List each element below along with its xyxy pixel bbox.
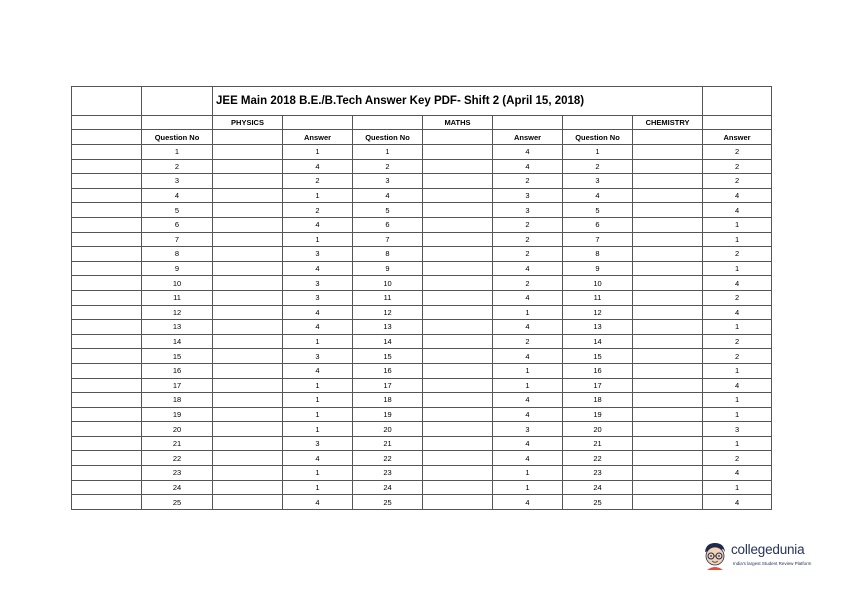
table-row	[72, 334, 772, 349]
maths-question-no: 7	[353, 232, 423, 247]
maths-question-no: 10	[353, 276, 423, 291]
physics-question-no: 3	[142, 174, 213, 189]
maths-question-no: 1	[353, 145, 423, 160]
physics-question-no: 18	[142, 393, 213, 408]
physics-label: PHYSICS	[213, 116, 283, 130]
maths-question-no: 8	[353, 247, 423, 262]
subject-row	[72, 116, 772, 130]
physics-answer: 3	[283, 349, 353, 364]
table-row	[72, 290, 772, 305]
chemistry-answer: 2	[703, 349, 772, 364]
physics-answer-header: Answer	[283, 130, 353, 145]
chemistry-question-no: 18	[563, 393, 633, 408]
table-row	[72, 393, 772, 408]
maths-question-no: 21	[353, 436, 423, 451]
maths-answer: 4	[493, 349, 563, 364]
maths-answer: 1	[493, 378, 563, 393]
maths-answer-header: Answer	[493, 130, 563, 145]
chemistry-question-no: 4	[563, 188, 633, 203]
chemistry-question-no: 13	[563, 320, 633, 335]
chemistry-question-no-header: Question No	[563, 130, 633, 145]
answer-key-table	[71, 86, 772, 510]
table-row	[72, 451, 772, 466]
chemistry-answer: 1	[703, 436, 772, 451]
table-row	[72, 349, 772, 364]
maths-question-no-header: Question No	[353, 130, 423, 145]
chemistry-question-no: 19	[563, 407, 633, 422]
chemistry-question-no: 6	[563, 217, 633, 232]
physics-question-no: 11	[142, 290, 213, 305]
maths-answer: 2	[493, 232, 563, 247]
chemistry-question-no: 17	[563, 378, 633, 393]
maths-question-no: 13	[353, 320, 423, 335]
maths-question-no: 12	[353, 305, 423, 320]
physics-question-no: 5	[142, 203, 213, 218]
table-row	[72, 203, 772, 218]
column-header-row	[72, 130, 772, 145]
maths-answer: 3	[493, 188, 563, 203]
chemistry-answer: 1	[703, 393, 772, 408]
physics-question-no: 7	[142, 232, 213, 247]
table-row	[72, 159, 772, 174]
maths-question-no: 23	[353, 466, 423, 481]
physics-question-no: 9	[142, 261, 213, 276]
chemistry-answer: 2	[703, 290, 772, 305]
maths-question-no: 4	[353, 188, 423, 203]
physics-answer: 1	[283, 393, 353, 408]
maths-answer: 1	[493, 480, 563, 495]
chemistry-question-no: 25	[563, 495, 633, 510]
chemistry-answer: 4	[703, 305, 772, 320]
chemistry-answer: 4	[703, 466, 772, 481]
chemistry-question-no: 22	[563, 451, 633, 466]
table-row	[72, 276, 772, 291]
maths-answer: 1	[493, 363, 563, 378]
physics-answer: 4	[283, 305, 353, 320]
chemistry-answer: 1	[703, 407, 772, 422]
physics-answer: 1	[283, 480, 353, 495]
maths-question-no: 14	[353, 334, 423, 349]
maths-question-no: 20	[353, 422, 423, 437]
physics-answer: 4	[283, 451, 353, 466]
physics-question-no: 13	[142, 320, 213, 335]
physics-question-no: 22	[142, 451, 213, 466]
table-row	[72, 261, 772, 276]
table-row	[72, 188, 772, 203]
physics-answer: 1	[283, 378, 353, 393]
physics-answer: 4	[283, 159, 353, 174]
table-row	[72, 305, 772, 320]
maths-answer: 4	[493, 436, 563, 451]
physics-answer: 3	[283, 247, 353, 262]
chemistry-question-no: 7	[563, 232, 633, 247]
maths-answer: 4	[493, 320, 563, 335]
maths-question-no: 3	[353, 174, 423, 189]
maths-answer: 3	[493, 203, 563, 218]
physics-answer: 4	[283, 363, 353, 378]
maths-question-no: 24	[353, 480, 423, 495]
chemistry-question-no: 16	[563, 363, 633, 378]
chemistry-question-no: 1	[563, 145, 633, 160]
chemistry-answer: 1	[703, 232, 772, 247]
chemistry-answer: 4	[703, 495, 772, 510]
chemistry-question-no: 20	[563, 422, 633, 437]
logo-wordmark: collegedunia	[731, 542, 805, 557]
maths-answer: 4	[493, 495, 563, 510]
maths-label: MATHS	[423, 116, 493, 130]
maths-question-no: 18	[353, 393, 423, 408]
chemistry-question-no: 24	[563, 480, 633, 495]
physics-answer: 1	[283, 422, 353, 437]
physics-question-no: 21	[142, 436, 213, 451]
maths-answer: 2	[493, 174, 563, 189]
chemistry-label: CHEMISTRY	[633, 116, 703, 130]
table-row	[72, 145, 772, 160]
physics-question-no: 25	[142, 495, 213, 510]
chemistry-answer-header: Answer	[703, 130, 772, 145]
chemistry-answer: 2	[703, 174, 772, 189]
maths-answer: 2	[493, 334, 563, 349]
maths-answer: 1	[493, 466, 563, 481]
maths-answer: 4	[493, 159, 563, 174]
physics-answer: 1	[283, 407, 353, 422]
chemistry-answer: 2	[703, 145, 772, 160]
maths-question-no: 11	[353, 290, 423, 305]
physics-question-no: 16	[142, 363, 213, 378]
physics-question-no: 6	[142, 217, 213, 232]
physics-answer: 1	[283, 188, 353, 203]
logo-tagline: India's largest Student Review Platform	[733, 561, 812, 566]
table-row	[72, 320, 772, 335]
table-row	[72, 407, 772, 422]
maths-answer: 4	[493, 451, 563, 466]
physics-question-no: 23	[142, 466, 213, 481]
title-row	[72, 87, 772, 116]
physics-question-no: 20	[142, 422, 213, 437]
physics-question-no: 14	[142, 334, 213, 349]
physics-question-no: 4	[142, 188, 213, 203]
maths-answer: 3	[493, 422, 563, 437]
chemistry-answer: 2	[703, 247, 772, 262]
maths-answer: 4	[493, 290, 563, 305]
page-title: JEE Main 2018 B.E./B.Tech Answer Key PDF- Shift 2 (April 15, 2018)	[213, 87, 703, 116]
chemistry-question-no: 11	[563, 290, 633, 305]
physics-answer: 3	[283, 276, 353, 291]
chemistry-answer: 1	[703, 363, 772, 378]
table-row	[72, 174, 772, 189]
maths-question-no: 5	[353, 203, 423, 218]
maths-answer: 2	[493, 247, 563, 262]
physics-question-no: 8	[142, 247, 213, 262]
table-row	[72, 422, 772, 437]
table-row	[72, 378, 772, 393]
chemistry-answer: 1	[703, 320, 772, 335]
table-row	[72, 232, 772, 247]
maths-question-no: 2	[353, 159, 423, 174]
chemistry-answer: 3	[703, 422, 772, 437]
maths-question-no: 22	[353, 451, 423, 466]
table-row	[72, 466, 772, 481]
chemistry-question-no: 23	[563, 466, 633, 481]
physics-answer: 3	[283, 436, 353, 451]
physics-answer: 4	[283, 495, 353, 510]
physics-question-no: 15	[142, 349, 213, 364]
chemistry-question-no: 2	[563, 159, 633, 174]
chemistry-question-no: 15	[563, 349, 633, 364]
physics-question-no: 24	[142, 480, 213, 495]
maths-answer: 4	[493, 261, 563, 276]
maths-question-no: 25	[353, 495, 423, 510]
chemistry-question-no: 12	[563, 305, 633, 320]
physics-answer: 1	[283, 466, 353, 481]
physics-answer: 4	[283, 320, 353, 335]
table-row	[72, 247, 772, 262]
physics-answer: 1	[283, 145, 353, 160]
chemistry-answer: 1	[703, 261, 772, 276]
table-row	[72, 436, 772, 451]
chemistry-answer: 4	[703, 276, 772, 291]
maths-question-no: 9	[353, 261, 423, 276]
physics-question-no: 12	[142, 305, 213, 320]
physics-answer: 2	[283, 203, 353, 218]
maths-answer: 4	[493, 407, 563, 422]
physics-question-no: 19	[142, 407, 213, 422]
chemistry-answer: 2	[703, 159, 772, 174]
maths-question-no: 17	[353, 378, 423, 393]
maths-question-no: 15	[353, 349, 423, 364]
maths-answer: 2	[493, 276, 563, 291]
physics-question-no: 2	[142, 159, 213, 174]
maths-answer: 4	[493, 145, 563, 160]
chemistry-answer: 2	[703, 451, 772, 466]
chemistry-question-no: 10	[563, 276, 633, 291]
physics-answer: 1	[283, 334, 353, 349]
table-row	[72, 495, 772, 510]
chemistry-question-no: 3	[563, 174, 633, 189]
maths-question-no: 16	[353, 363, 423, 378]
chemistry-question-no: 21	[563, 436, 633, 451]
physics-answer: 1	[283, 232, 353, 247]
chemistry-question-no: 5	[563, 203, 633, 218]
physics-answer: 3	[283, 290, 353, 305]
maths-answer: 2	[493, 217, 563, 232]
collegedunia-logo	[700, 540, 820, 572]
chemistry-question-no: 8	[563, 247, 633, 262]
chemistry-answer: 4	[703, 188, 772, 203]
maths-answer: 4	[493, 393, 563, 408]
physics-question-no: 1	[142, 145, 213, 160]
physics-answer: 4	[283, 261, 353, 276]
table-row	[72, 217, 772, 232]
chemistry-answer: 1	[703, 217, 772, 232]
table-row	[72, 363, 772, 378]
physics-answer: 4	[283, 217, 353, 232]
chemistry-question-no: 14	[563, 334, 633, 349]
physics-question-no-header: Question No	[142, 130, 213, 145]
physics-question-no: 10	[142, 276, 213, 291]
chemistry-answer: 4	[703, 203, 772, 218]
chemistry-question-no: 9	[563, 261, 633, 276]
physics-answer: 2	[283, 174, 353, 189]
physics-question-no: 17	[142, 378, 213, 393]
maths-answer: 1	[493, 305, 563, 320]
maths-question-no: 19	[353, 407, 423, 422]
chemistry-answer: 4	[703, 378, 772, 393]
student-mascot-icon	[700, 540, 730, 572]
table-row	[72, 480, 772, 495]
chemistry-answer: 1	[703, 480, 772, 495]
maths-question-no: 6	[353, 217, 423, 232]
chemistry-answer: 2	[703, 334, 772, 349]
